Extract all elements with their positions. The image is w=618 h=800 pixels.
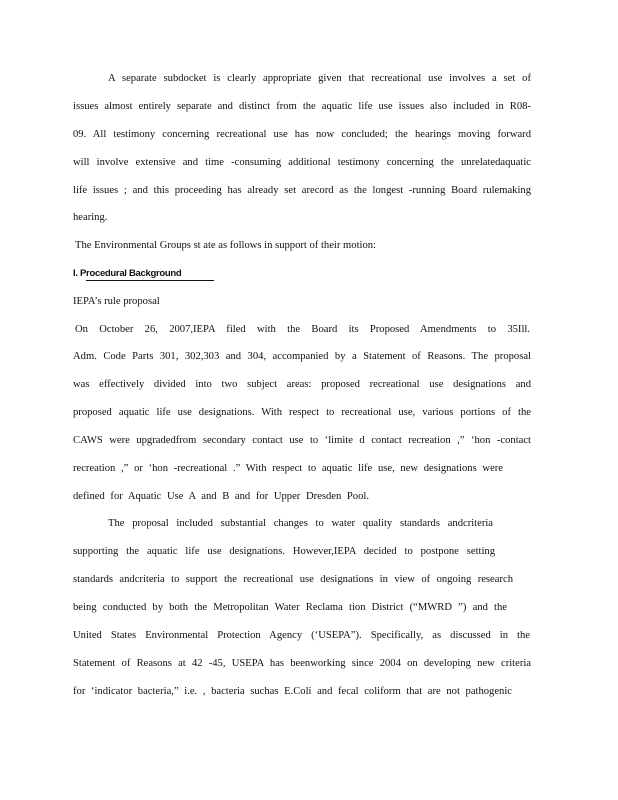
section-heading: I. Procedural Background — [73, 268, 182, 279]
subheading: IEPA’s rule proposal — [73, 296, 160, 307]
paragraph-2-line-3: was effectively divided into two subject areas: proposed recreational use designations and — [73, 379, 531, 390]
paragraph-3-line-5: United States Environmental Protection Agency (‘USEPA”). Specifically, as discussed in the — [73, 630, 530, 641]
paragraph-2-line-6: recreation ,” or ‘hon -recreational .” With respect to aquatic life use, new designations were — [73, 463, 503, 474]
paragraph-1-line-6: hearing. — [73, 212, 108, 223]
paragraph-3-line-1: The proposal included substantial changes to water quality standards andcriteria — [108, 518, 493, 529]
paragraph-2-line-1: On October 26, 2007,IEPA filed with the Board its Proposed Amendments to 35Ill. — [75, 324, 530, 335]
paragraph-1-line-2: issues almost entirely separate and distinct from the aquatic life use issues also included in R08- — [73, 101, 531, 112]
intro-line: The Environmental Groups st ate as follows in support of their motion: — [75, 240, 376, 251]
paragraph-3-line-3: standards andcriteria to support the recreational use designations in view of ongoing research — [73, 574, 513, 585]
paragraph-2-line-2: Adm. Code Parts 301, 302,303 and 304, accompanied by a Statement of Reasons. The proposal — [73, 351, 531, 362]
paragraph-3-line-4: being conducted by both the Metropolitan Water Reclama tion District (“MWRD ”) and the — [73, 602, 507, 613]
paragraph-1-line-5: life issues ; and this proceeding has already set arecord as the longest -running Board rulemaking — [73, 185, 531, 196]
paragraph-2-line-4: proposed aquatic life use designations. With respect to recreational use, various portions of the — [73, 407, 531, 418]
paragraph-3-line-2: supporting the aquatic life use designations. However,IEPA decided to postpone setting — [73, 546, 495, 557]
paragraph-3-line-6: Statement of Reasons at 42 -45, USEPA has beenworking since 2004 on developing new criteria — [73, 658, 531, 669]
paragraph-1-line-3: 09. All testimony concerning recreational use has now concluded; the hearings moving forward — [73, 129, 531, 140]
paragraph-2-line-7: defined for Aquatic Use A and B and for Upper Dresden Pool. — [73, 491, 369, 502]
paragraph-2-line-5: CAWS were upgradedfrom secondary contact use to ‘limite d contact recreation ,” ‘hon -contact — [73, 435, 531, 446]
paragraph-1-line-4: will involve extensive and time -consuming additional testimony concerning the unrelatedaquatic — [73, 157, 531, 168]
paragraph-3-line-7: for ‘indicator bacteria,” i.e. , bacteria suchas E.Coli and fecal coliform that are not pathogenic — [73, 686, 512, 697]
paragraph-1-line-1: A separate subdocket is clearly appropriate given that recreational use involves a set of — [108, 73, 531, 84]
section-heading-underline — [86, 280, 214, 281]
